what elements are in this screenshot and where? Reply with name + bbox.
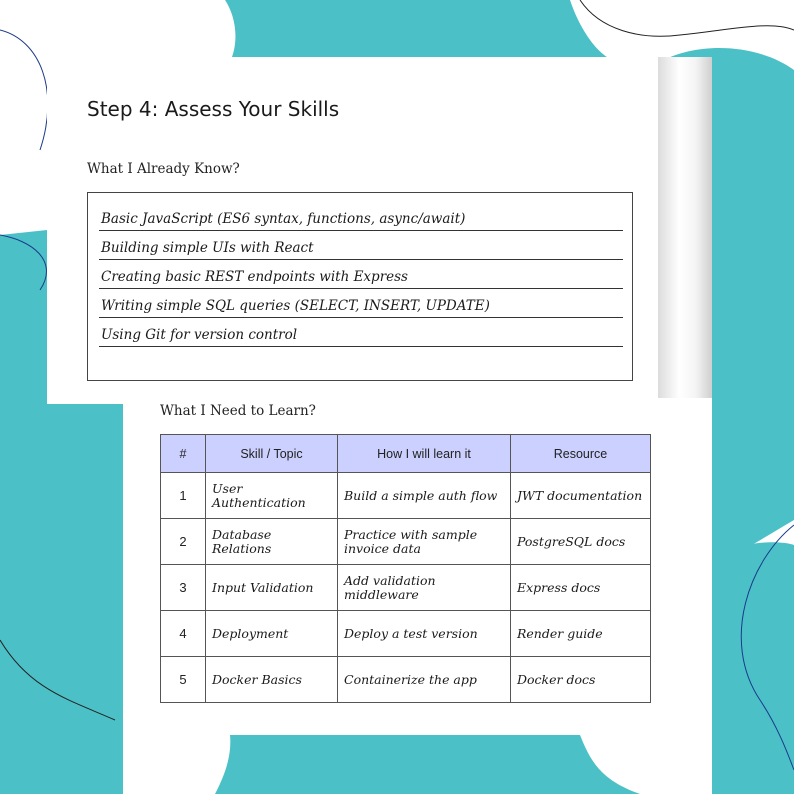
- learn-table-header: [161, 435, 651, 473]
- row-number: 5: [161, 657, 206, 703]
- page-title: Step 4: Assess Your Skills: [87, 97, 340, 121]
- row-number: 2: [161, 519, 206, 565]
- resource-text: Docker docs: [517, 671, 596, 687]
- row-number: 3: [161, 565, 206, 611]
- table-row: [161, 519, 651, 565]
- how-text: Deploy a test version: [344, 625, 478, 641]
- column-header-skill: Skill / Topic: [206, 435, 338, 473]
- known-line: [99, 259, 623, 289]
- learn-heading: What I Need to Learn?: [160, 403, 316, 419]
- known-line: [99, 317, 623, 347]
- known-item: Building simple UIs with React: [101, 240, 314, 256]
- known-line: [99, 288, 623, 318]
- resource-text: Express docs: [517, 579, 601, 595]
- column-header-how: How I will learn it: [338, 435, 511, 473]
- resource-cell: [511, 657, 651, 703]
- table-row: [161, 565, 651, 611]
- known-line: [99, 230, 623, 260]
- skill-cell: [206, 611, 338, 657]
- skill-text: Database Relations: [212, 526, 272, 556]
- how-cell: [338, 611, 511, 657]
- known-item: Creating basic REST endpoints with Express: [101, 269, 408, 285]
- learn-table: [160, 434, 651, 703]
- column-header-resource: Resource: [511, 435, 651, 473]
- how-text: Build a simple auth flow: [344, 487, 498, 503]
- how-cell: [338, 565, 511, 611]
- skill-text: Deployment: [212, 625, 289, 641]
- known-item: Writing simple SQL queries (SELECT, INSERT, UPDATE): [101, 298, 490, 314]
- table-row: [161, 657, 651, 703]
- worksheet-page-top: [47, 57, 658, 404]
- skill-text: Input Validation: [212, 579, 314, 595]
- how-text: Add validation middleware: [344, 572, 436, 602]
- resource-text: JWT documentation: [517, 487, 643, 503]
- resource-cell: [511, 519, 651, 565]
- resource-cell: [511, 473, 651, 519]
- skill-text: Docker Basics: [212, 671, 302, 687]
- skill-cell: [206, 519, 338, 565]
- column-header-num: #: [161, 435, 206, 473]
- how-text: Practice with sample invoice data: [344, 526, 478, 556]
- how-text: Containerize the app: [344, 671, 477, 687]
- table-row: [161, 473, 651, 519]
- known-item: Using Git for version control: [101, 327, 298, 343]
- worksheet-page-bottom: [123, 398, 712, 735]
- known-line: [99, 201, 623, 231]
- skill-text: User Authentication: [212, 480, 306, 510]
- skill-cell: [206, 565, 338, 611]
- resource-cell: [511, 611, 651, 657]
- known-skills-box: [87, 192, 633, 381]
- skill-cell: [206, 657, 338, 703]
- how-cell: [338, 519, 511, 565]
- resource-cell: [511, 565, 651, 611]
- known-heading: What I Already Know?: [87, 161, 240, 177]
- resource-text: PostgreSQL docs: [517, 533, 626, 549]
- resource-text: Render guide: [517, 625, 603, 641]
- how-cell: [338, 657, 511, 703]
- table-row: [161, 611, 651, 657]
- row-number: 1: [161, 473, 206, 519]
- how-cell: [338, 473, 511, 519]
- skill-cell: [206, 473, 338, 519]
- row-number: 4: [161, 611, 206, 657]
- known-item: Basic JavaScript (ES6 syntax, functions, async/await): [101, 211, 466, 227]
